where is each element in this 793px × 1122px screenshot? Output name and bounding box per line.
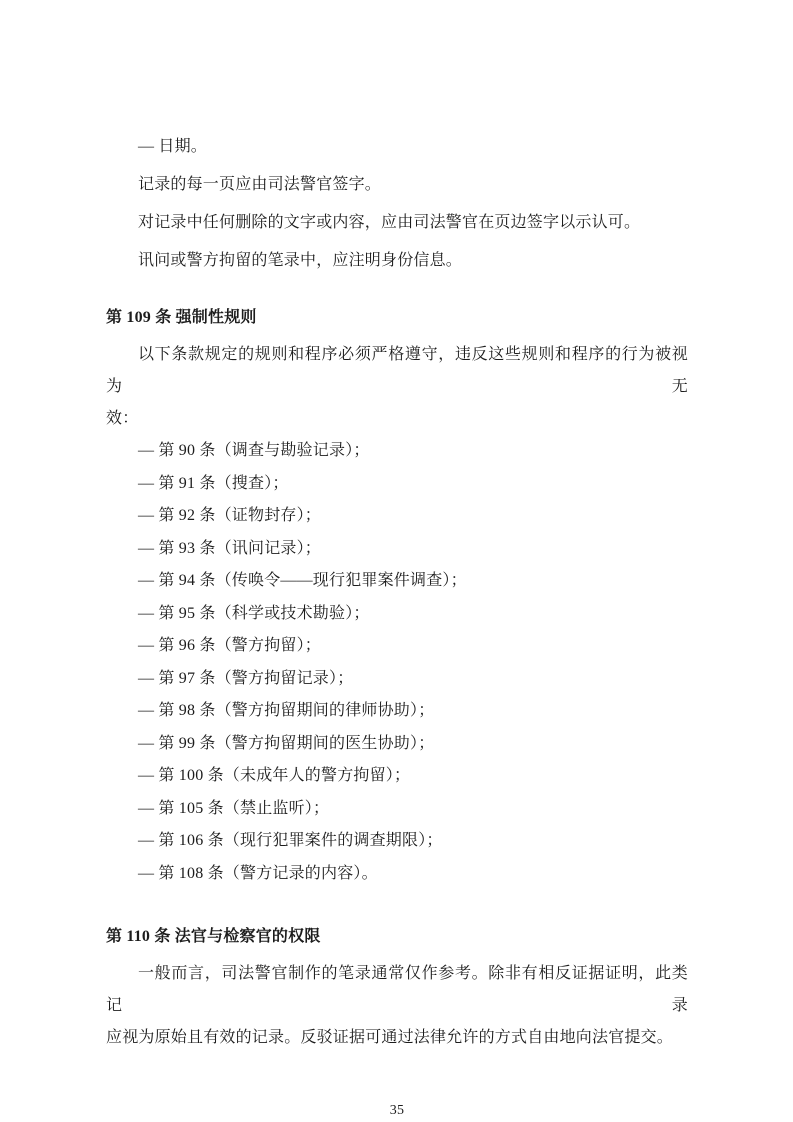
intro-paragraph: 讯问或警方拘留的笔录中，应注明身份信息。: [138, 252, 463, 269]
article-109-intro-line: 以下条款规定的规则和程序必须严格遵守，违反这些规则和程序的行为被视为无: [106, 346, 688, 395]
page-number: 35: [389, 1103, 405, 1118]
article-109-intro-paragraph: [106, 339, 688, 435]
article-109-item-list: [106, 435, 688, 890]
article-109-list-item: — 第 100 条（未成年人的警方拘留）；: [138, 767, 411, 784]
article-109-list-item: — 第 108 条（警方记录的内容）。: [138, 864, 378, 882]
article-109-list-item: — 第 96 条（警方拘留）；: [138, 637, 322, 654]
article-109-list-item: — 第 105 条（禁止监听）；: [138, 799, 330, 817]
article-109-list-item: — 第 90 条（调查与勘验记录）；: [138, 442, 370, 459]
intro-dash-item: — 日期。: [138, 138, 208, 155]
article-109-intro-line: 效：: [106, 410, 139, 427]
article-109-list-item: — 第 99 条（警方拘留期间的医生协助）；: [138, 734, 435, 752]
article-109-list-item: — 第 106 条（现行犯罪案件的调查期限）；: [138, 832, 443, 849]
article-110-body-paragraph: [106, 958, 688, 1054]
article-109-list-item: — 第 92 条（证物封存）；: [138, 507, 322, 524]
article-110-body-line: 应视为原始且有效的记录。反驳证据可通过法律允许的方式自由地向法官提交。: [106, 1029, 674, 1046]
article-109-list-item: — 第 91 条（搜查）；: [138, 474, 289, 492]
article-109-list-item: — 第 94 条（传唤令——现行犯罪案件调查）；: [138, 572, 467, 589]
intro-paragraph: 记录的每一页应由司法警官签字。: [138, 176, 382, 193]
article-109-list-item: — 第 93 条（讯问记录）；: [138, 539, 322, 557]
article-109-heading: 第 109 条 强制性规则: [106, 309, 257, 326]
article-110-body-line: 一般而言，司法警官制作的笔录通常仅作参考。除非有相反证据证明，此类记录: [106, 965, 688, 1014]
article-109-list-item: — 第 97 条（警方拘留记录）；: [138, 669, 354, 687]
article-109-list-item: — 第 95 条（科学或技术勘验）；: [138, 604, 370, 622]
article-110-heading: 第 110 条 法官与检察官的权限: [106, 928, 321, 945]
intro-paragraph: 对记录中任何删除的文字或内容，应由司法警官在页边签字以示认可。: [138, 214, 641, 231]
article-109-list-item: — 第 98 条（警方拘留期间的律师协助）；: [138, 702, 435, 719]
